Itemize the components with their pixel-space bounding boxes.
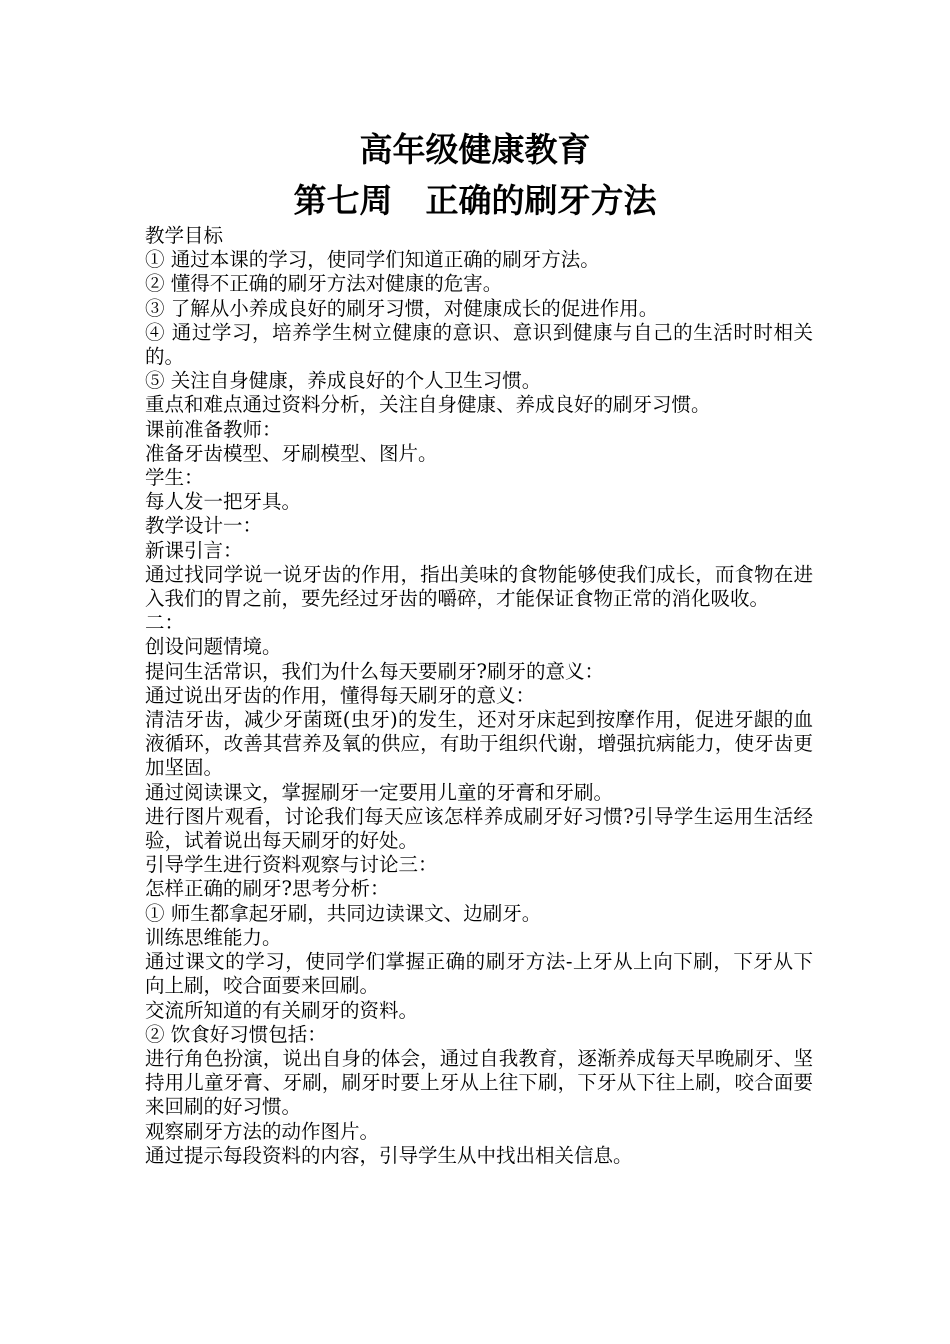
paragraph: 新课引言：: [145, 538, 243, 562]
paragraph: ② 饮食好习惯包括：: [145, 1022, 327, 1046]
paragraph: 进行角色扮演，说出自身的体会，通过自我教育，逐渐养成每天早晚刷牙、坚持用儿童牙膏、牙刷，刷牙时要上牙从上往下刷，下牙从下往上刷，咬合面要来回刷的好习惯。: [145, 1046, 813, 1119]
paragraph: 进行图片观看，讨论我们每天应该怎样养成刷牙好习惯?引导学生运用生活经验，试着说出每天刷牙的好处。: [145, 804, 813, 853]
paragraph: ④ 通过学习，培养学生树立健康的意识、意识到健康与自己的生活时时相关的。: [145, 320, 813, 369]
paragraph: 每人发一把牙具。: [145, 490, 302, 514]
paragraph: ① 通过本课的学习，使同学们知道正确的刷牙方法。: [145, 248, 600, 272]
document-body: [145, 224, 813, 1168]
paragraph: 怎样正确的刷牙?思考分析：: [145, 877, 390, 901]
paragraph: ③ 了解从小养成良好的刷牙习惯，对健康成长的促进作用。: [145, 296, 659, 320]
lesson-title: 第七周 正确的刷牙方法: [293, 181, 657, 220]
paragraph: 通过阅读课文，掌握刷牙一定要用儿童的牙膏和牙刷。: [145, 780, 614, 804]
paragraph: ⑤ 关注自身健康，养成良好的个人卫生习惯。: [145, 369, 542, 393]
paragraph: 通过提示每段资料的内容，引导学生从中找出相关信息。: [145, 1143, 633, 1167]
paragraph: 清洁牙齿，减少牙菌斑(虫牙)的发生，还对牙床起到按摩作用，促进牙龈的血液循环，改善其营养及氧的供应，有助于组织代谢，增强抗病能力，使牙齿更加坚固。: [145, 708, 813, 780]
paragraph: 课前准备教师：: [145, 417, 282, 441]
paragraph: 交流所知道的有关刷牙的资料。: [145, 998, 419, 1022]
paragraph: 准备牙齿模型、牙刷模型、图片。: [145, 441, 438, 465]
paragraph: 观察刷牙方法的动作图片。: [145, 1119, 380, 1143]
paragraph: 重点和难点通过资料分析，关注自身健康、养成良好的刷牙习惯。: [145, 393, 711, 417]
paragraph: 通过找同学说一说牙齿的作用，指出美味的食物能够使我们成长，而食物在进入我们的胃之前，要先经过牙齿的嚼碎，才能保证食物正常的消化吸收。: [145, 562, 813, 611]
paragraph: 提问生活常识，我们为什么每天要刷牙?刷牙的意义：: [145, 659, 604, 683]
paragraph: 通过说出牙齿的作用，懂得每天刷牙的意义：: [145, 683, 536, 707]
paragraph: 创设问题情境。: [145, 635, 282, 659]
paragraph: 教学目标: [145, 224, 224, 247]
paragraph: 训练思维能力。: [145, 925, 282, 949]
paragraph: 引导学生进行资料观察与讨论三：: [145, 853, 438, 877]
paragraph: 学生：: [145, 466, 204, 490]
paragraph: 教学设计一：: [145, 514, 263, 538]
document-title: 高年级健康教育: [359, 130, 591, 169]
paragraph: 通过课文的学习，使同学们掌握正确的刷牙方法-上牙从上向下刷，下牙从下向上刷，咬合面要来回刷。: [145, 950, 813, 998]
paragraph: ② 懂得不正确的刷牙方法对健康的危害。: [145, 272, 503, 296]
paragraph: ① 师生都拿起牙刷，共同边读课文、边刷牙。: [145, 901, 542, 925]
paragraph: 二：: [145, 611, 185, 635]
